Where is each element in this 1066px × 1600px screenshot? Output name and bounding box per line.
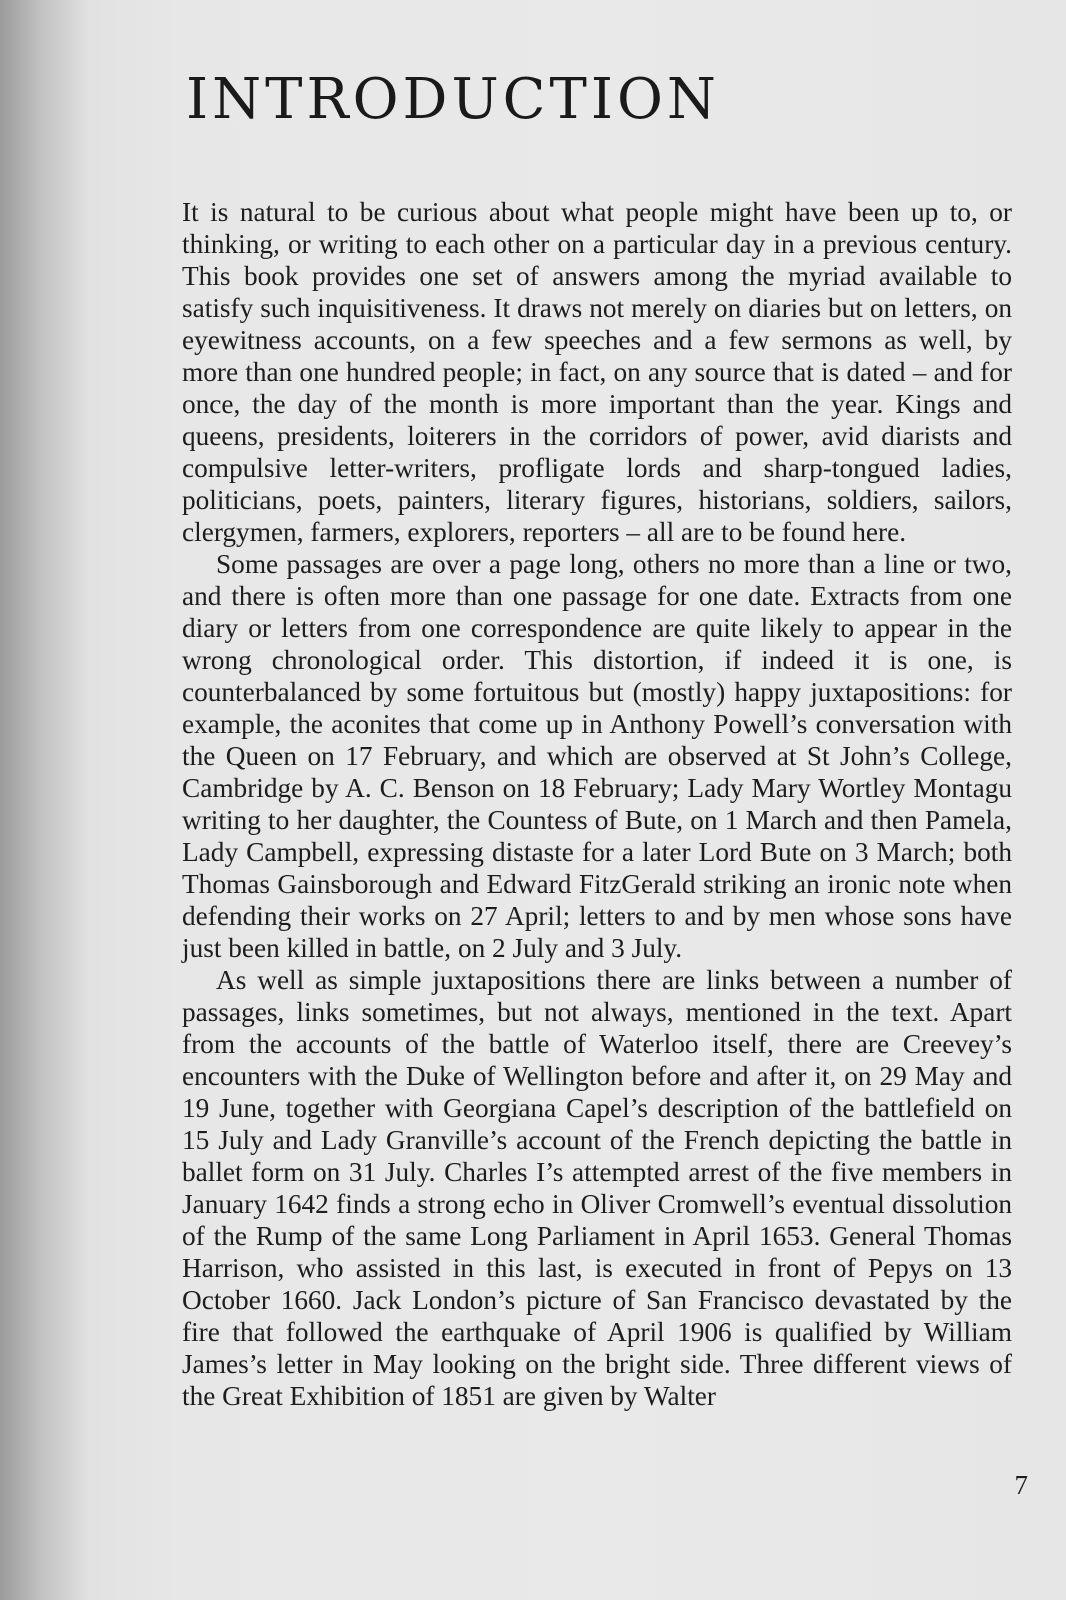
paragraph-3: As well as simple juxtapositions there are links between a number of passages, links sometimes, but not always, mentioned in the text. Apart from the accounts of the battle of Waterloo itself, there are Creevey’s encounters with the Duke of Wellington before and after it, on 29 May and 19 June, together with Georgiana Capel’s description of the battlefield on 15 July and Lady Granville’s account of the French depicting the battle in ballet form on 31 July. Charles I’s attempted arrest of the five members in January 1642 finds a strong echo in Oliver Cromwell’s eventual dissolution of the Rump of the same Long Parliament in April 1653. General Thomas Harrison, who assisted in this last, is executed in front of Pepys on 13 October 1660. Jack London’s picture of San Francisco devastated by the fire that followed the earthquake of April 1906 is qualified by William James’s letter in May looking on the bright side. Three different views of the Great Exhibition of 1851 are given by Walter: [182, 965, 1012, 1411]
paragraph-1: It is natural to be curious about what people might have been up to, or thinking, or writing to each other on a particular day in a previous century. This book provides one set of answers among the myriad available to satisfy such inquisitiveness. It draws not merely on diaries but on letters, on eyewitness accounts, on a few speeches and a few sermons as well, by more than one hundred people; in fact, on any source that is dated – and for once, the day of the month is more important than the year. Kings and queens, presidents, loiterers in the corridors of power, avid diarists and compulsive letter-writers, profligate lords and sharp-tongued ladies, politicians, poets, painters, literary figures, historians, soldiers, sailors, clergymen, farmers, explorers, reporters – all are to be found here.: [182, 197, 1012, 547]
page-number: 7: [1014, 1470, 1028, 1500]
body-text: [182, 196, 1012, 1412]
page-title: INTRODUCTION: [186, 67, 720, 132]
book-gutter-shadow: [0, 0, 90, 1600]
paragraph-2: Some passages are over a page long, others no more than a line or two, and there is often more than one passage for one date. Extracts from one diary or letters from one correspondence are quite likely to appear in the wrong chronological order. This distortion, if indeed it is one, is counterbalanced by some fortuitous but (mostly) happy juxtapositions: for example, the aconites that come up in Anthony Powell’s conversation with the Queen on 17 February, and which are observed at St John’s College, Cambridge by A. C. Benson on 18 February; Lady Mary Wortley Montagu writing to her daughter, the Countess of Bute, on 1 March and then Pamela, Lady Campbell, expressing distaste for a later Lord Bute on 3 March; both Thomas Gainsborough and Edward FitzGerald striking an ironic note when defending their works on 27 April; letters to and by men whose sons have just been killed in battle, on 2 July and 3 July.: [182, 549, 1012, 963]
